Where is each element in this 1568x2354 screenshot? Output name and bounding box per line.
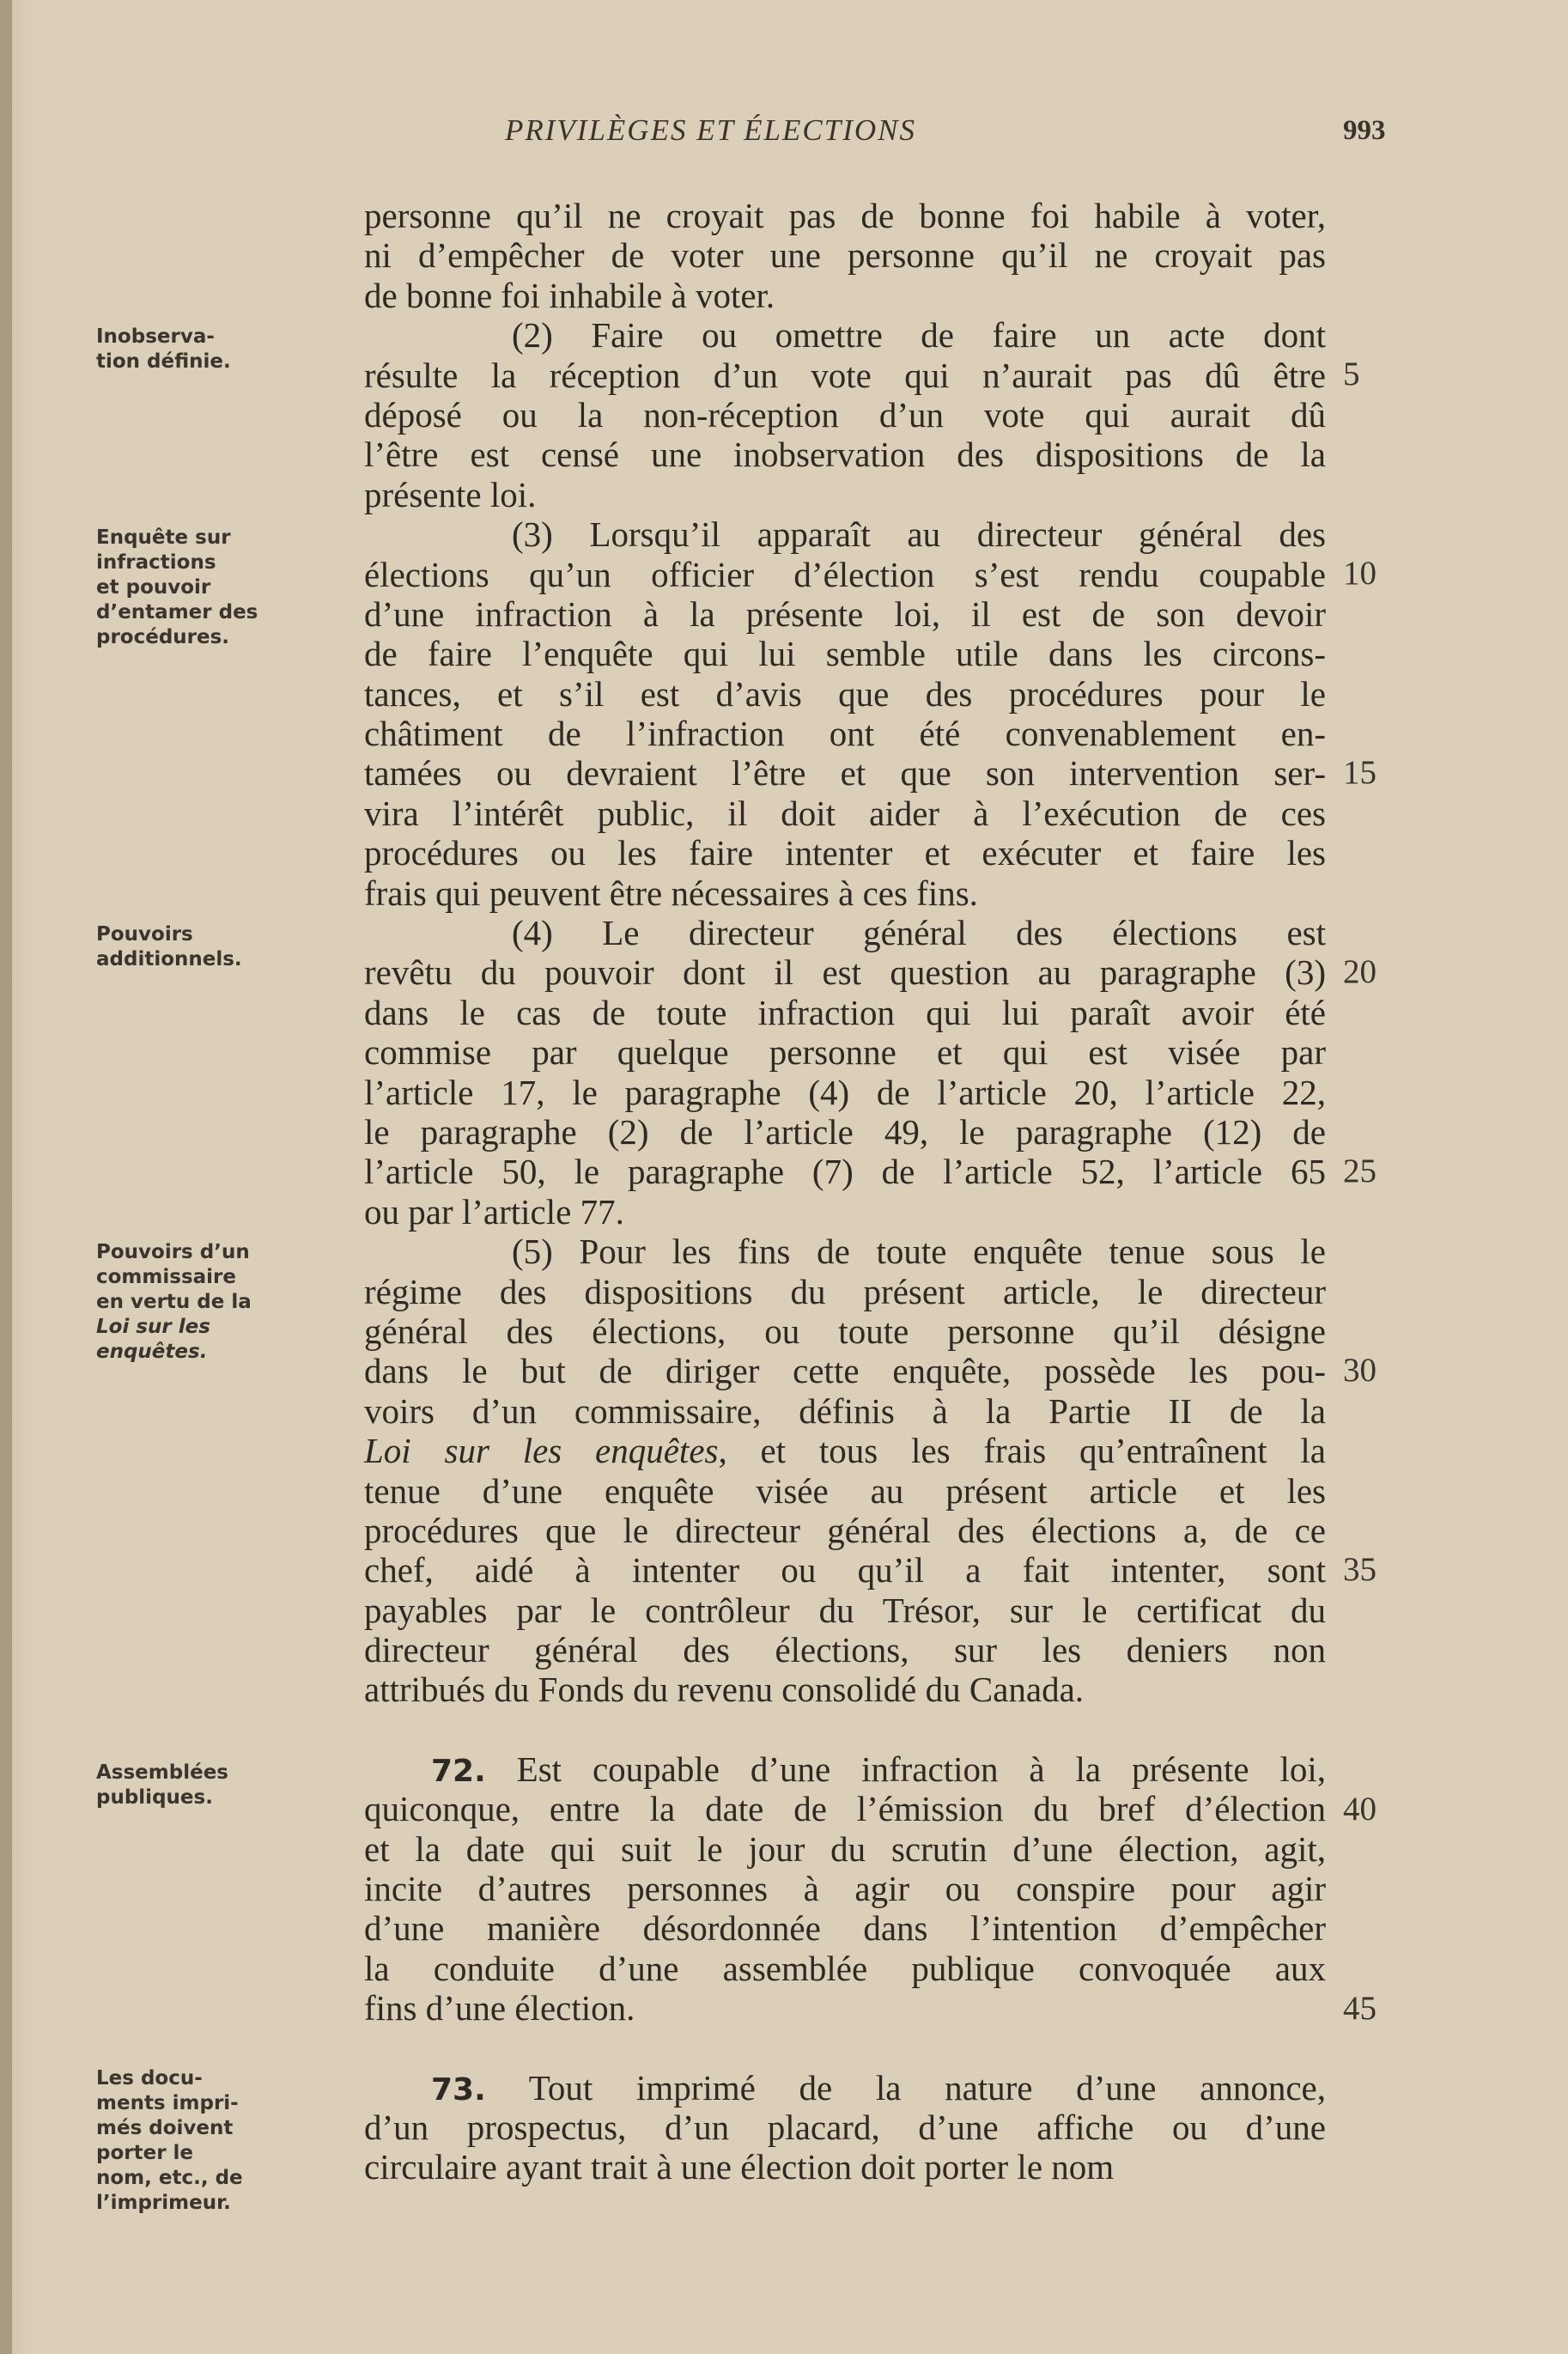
section-gap: [364, 2029, 1326, 2068]
text-line: l’article 17, le paragraphe (4) de l’article 20, l’article 22,: [364, 1072, 1326, 1112]
text-line: tenue d’une enquête visée au présent article et les: [364, 1470, 1326, 1511]
text-line: régime des dispositions du présent article, le directeur: [364, 1271, 1326, 1311]
text-line: procédures que le directeur général des élections a, de ce: [364, 1510, 1326, 1550]
margin-note-assemblees: Assemblées publiques.: [96, 1761, 228, 1809]
text-line: circulaire ayant trait à une élection doit porter le nom: [364, 2147, 1115, 2187]
text-line: tances, et s’il est d’avis que des procédures pour le: [364, 673, 1326, 714]
text-line: ou par l’article 77.: [364, 1191, 624, 1232]
line-number: 15: [1343, 754, 1377, 791]
statute-text: [364, 196, 1326, 2187]
text-line: voirs d’un commissaire, définis à la Partie II de la: [364, 1390, 1326, 1431]
page-spine-shadow: [0, 0, 12, 2354]
text-line: déposé ou la non-réception d’un vote qui aurait dû: [364, 394, 1326, 435]
text-line: incite d’autres personnes à agir ou conspire pour agir: [364, 1869, 1326, 1909]
text-line: revêtu du pouvoir dont il est question au paragraphe (3): [364, 952, 1326, 993]
text-span: , et tous les frais qu’entraînent la: [718, 1431, 1326, 1471]
line-number: 45: [1343, 1990, 1377, 2027]
running-title: PRIVILÈGES ET ÉLECTIONS: [505, 113, 916, 147]
text-line: de faire l’enquête qui lui semble utile dans les circons-: [364, 634, 1326, 674]
text-line: chef, aidé à intenter ou qu’il a fait intenter, sont: [364, 1550, 1326, 1591]
margin-note-inobservation: Inobserva- tion définie.: [96, 325, 231, 373]
line-number: 30: [1343, 1352, 1377, 1389]
margin-note-commissaire: Pouvoirs d’un commissaire en vertu de la Loi sur les enquêtes.: [96, 1241, 252, 1363]
text-line: résulte la réception d’un vote qui n’aurait pas dû être: [364, 355, 1326, 395]
italic-act-title: Loi sur les enquêtes: [364, 1431, 719, 1471]
text-line: [364, 1749, 1326, 1789]
line-number: 10: [1343, 555, 1377, 592]
text-span: Est coupable d’une infraction à la présente loi,: [485, 1749, 1326, 1789]
text-line: [364, 1431, 1326, 1470]
text-line: attribués du Fonds du revenu consolidé du Canada.: [364, 1670, 1085, 1710]
line-number: 25: [1343, 1153, 1377, 1189]
text-line: quiconque, entre la date de l’émission du bref d’élection: [364, 1789, 1326, 1829]
text-line: de bonne foi inhabile à voter.: [364, 275, 775, 315]
text-line: l’être est censé une inobservation des dispositions de la: [364, 435, 1326, 475]
text-line: dans le but de diriger cette enquête, possède les pou-: [364, 1351, 1326, 1391]
text-line: d’une manière désordonnée dans l’intention d’empêcher: [364, 1908, 1326, 1949]
margin-note-documents: Les docu- ments impri- més doivent porter le nom, etc., de l’imprimeur.: [96, 2067, 243, 2214]
text-line: tamées ou devraient l’être et que son intervention ser-: [364, 753, 1326, 794]
section-number: 73.: [431, 2071, 486, 2108]
text-line: présente loi.: [364, 474, 537, 514]
text-line: dans le cas de toute infraction qui lui paraît avoir été: [364, 992, 1326, 1032]
text-line: l’article 50, le paragraphe (7) de l’article 52, l’article 65: [364, 1152, 1326, 1192]
margin-note-pouvoirs-additionnels: Pouvoirs additionnels.: [96, 923, 242, 970]
text-line: d’une infraction à la présente loi, il est de son devoir: [364, 593, 1326, 634]
text-line: la conduite d’une assemblée publique convoquée aux: [364, 1948, 1326, 1988]
page-number: 993: [1343, 115, 1386, 146]
text-line: frais qui peuvent être nécessaires à ces fins.: [364, 873, 978, 913]
margin-note-enquete: Enquête sur infractions et pouvoir d’entamer des procédures.: [96, 526, 258, 648]
section-gap: [364, 1710, 1326, 1749]
text-line: d’un prospectus, d’un placard, d’une affiche ou d’une: [364, 2107, 1326, 2147]
text-span: Tout imprimé de la nature d’une annonce,: [485, 2067, 1326, 2108]
text-line: fins d’une élection.: [364, 1988, 635, 2029]
text-line: (2) Faire ou omettre de faire un acte dont: [512, 315, 1326, 356]
line-number: 35: [1343, 1551, 1377, 1588]
text-line: (4) Le directeur général des élections est: [512, 913, 1326, 953]
text-line: général des élections, ou toute personne qu’il désigne: [364, 1311, 1326, 1351]
page-header: [0, 113, 1568, 156]
text-line: commise par quelque personne et qui est visée par: [364, 1032, 1326, 1073]
text-line: (5) Pour les fins de toute enquête tenue sous le: [512, 1232, 1326, 1272]
text-line: ni d’empêcher de voter une personne qu’il ne croyait pas: [364, 235, 1326, 276]
text-line: [364, 2068, 1326, 2108]
text-line: le paragraphe (2) de l’article 49, le paragraphe (12) de: [364, 1111, 1326, 1152]
line-number: 5: [1343, 356, 1360, 392]
section-number: 72.: [431, 1753, 486, 1789]
text-line: (3) Lorsqu’il apparaît au directeur général des: [512, 514, 1326, 555]
text-line: payables par le contrôleur du Trésor, sur le certificat du: [364, 1590, 1326, 1630]
text-line: élections qu’un officier d’élection s’est rendu coupable: [364, 554, 1326, 594]
text-line: vira l’intérêt public, il doit aider à l’exécution de ces: [364, 793, 1326, 833]
text-line: et la date qui suit le jour du scrutin d’une élection, agit,: [364, 1828, 1326, 1869]
line-number: 40: [1343, 1791, 1377, 1828]
text-line: personne qu’il ne croyait pas de bonne foi habile à voter,: [364, 196, 1326, 235]
text-line: procédures ou les faire intenter et exécuter et faire les: [364, 833, 1326, 873]
text-line: directeur général des élections, sur les deniers non: [364, 1630, 1326, 1670]
text-line: châtiment de l’infraction ont été convenablement en-: [364, 714, 1326, 754]
line-number: 20: [1343, 953, 1377, 990]
